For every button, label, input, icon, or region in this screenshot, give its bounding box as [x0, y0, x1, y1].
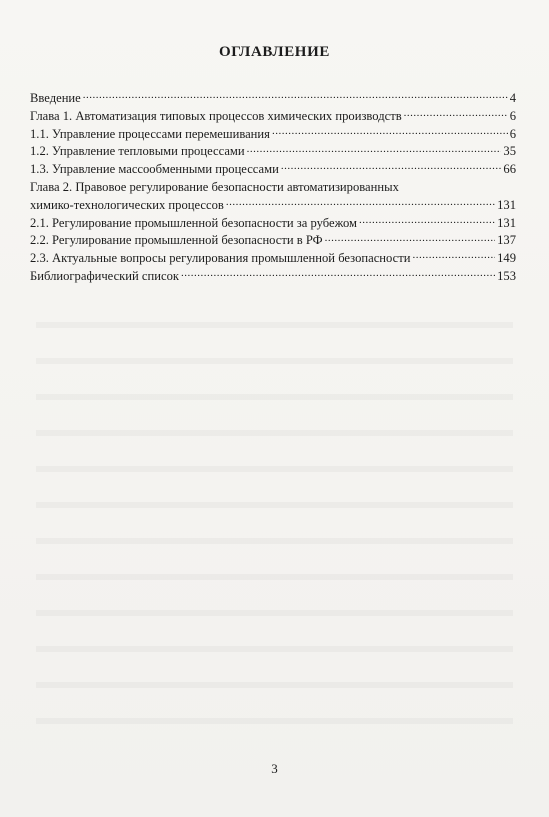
toc-entry-label: Глава 1. Автоматизация типовых процессов химических производств: [30, 108, 402, 123]
bleed-through-text: [36, 682, 513, 688]
toc-entry-section-2-1: [30, 215, 516, 233]
toc-entry-section-2-3: [30, 250, 516, 268]
toc-entry-label: 2.2. Регулирование промышленной безопасности в РФ: [30, 233, 323, 248]
leader-dots: [359, 216, 495, 228]
leader-dots: [272, 127, 508, 139]
leader-dots: [404, 109, 508, 121]
toc-entry-page: 35: [503, 144, 516, 159]
bleed-through-text: [36, 322, 513, 328]
toc-entry-page: 131: [497, 215, 516, 230]
table-of-contents: [30, 90, 516, 286]
toc-entry-label: 1.2. Управление тепловыми процессами: [30, 144, 245, 159]
toc-entry-label: Введение: [30, 91, 81, 105]
bleed-through-text: [36, 502, 513, 508]
leader-dots: [281, 162, 502, 174]
bleed-through-text: [36, 358, 513, 364]
bleed-through-text: [36, 574, 513, 580]
toc-entry-chapter-2: [30, 197, 516, 215]
page-number: 3: [271, 761, 278, 776]
toc-entry-page: 137: [497, 233, 516, 248]
toc-entry-section-1-2: [30, 143, 516, 161]
toc-entry-section-1-3: [30, 161, 516, 179]
toc-entry-page: 6: [509, 126, 516, 141]
leader-dots: [247, 144, 502, 156]
leader-dots: [181, 269, 495, 281]
bleed-through-text: [36, 538, 513, 544]
toc-entry-label: 1.1. Управление процессами перемешивания: [30, 126, 270, 141]
toc-entry-page: 4: [509, 91, 516, 105]
toc-entry-chapter-2-line1: [30, 179, 516, 197]
toc-entry-label: 1.3. Управление массообменными процессами: [30, 162, 279, 177]
toc-entry-page: 6: [509, 108, 516, 123]
toc-entry-section-2-2: [30, 232, 516, 250]
toc-entry-section-1-1: [30, 126, 516, 144]
leader-dots: [412, 251, 495, 263]
bleed-through-text: [36, 610, 513, 616]
toc-entry-page: 66: [503, 162, 516, 177]
toc-entry-label: 2.1. Регулирование промышленной безопасности за рубежом: [30, 215, 357, 230]
toc-entry-label: 2.3. Актуальные вопросы регулирования промышленной безопасности: [30, 251, 411, 266]
bleed-through-text: [36, 430, 513, 436]
toc-entry-page: 153: [497, 268, 516, 283]
toc-entry-bibliography: [30, 268, 516, 286]
toc-entry-introduction: [30, 90, 516, 108]
bleed-through-text: [36, 646, 513, 652]
page-title: ОГЛАВЛЕНИЕ: [219, 44, 330, 60]
toc-entry-chapter-1: [30, 108, 516, 126]
bleed-through-text: [36, 466, 513, 472]
leader-dots: [226, 198, 495, 210]
toc-entry-page: 149: [497, 251, 516, 266]
toc-entry-label: химико-технологических процессов: [30, 197, 224, 212]
toc-entry-label: Библиографический список: [30, 268, 179, 283]
leader-dots: [325, 233, 496, 245]
toc-entry-page: 131: [497, 197, 516, 212]
leader-dots: [83, 91, 508, 103]
bleed-through-text: [36, 394, 513, 400]
bleed-through-text: [36, 718, 513, 724]
toc-entry-label: Глава 2. Правовое регулирование безопасности автоматизированных: [30, 179, 399, 194]
